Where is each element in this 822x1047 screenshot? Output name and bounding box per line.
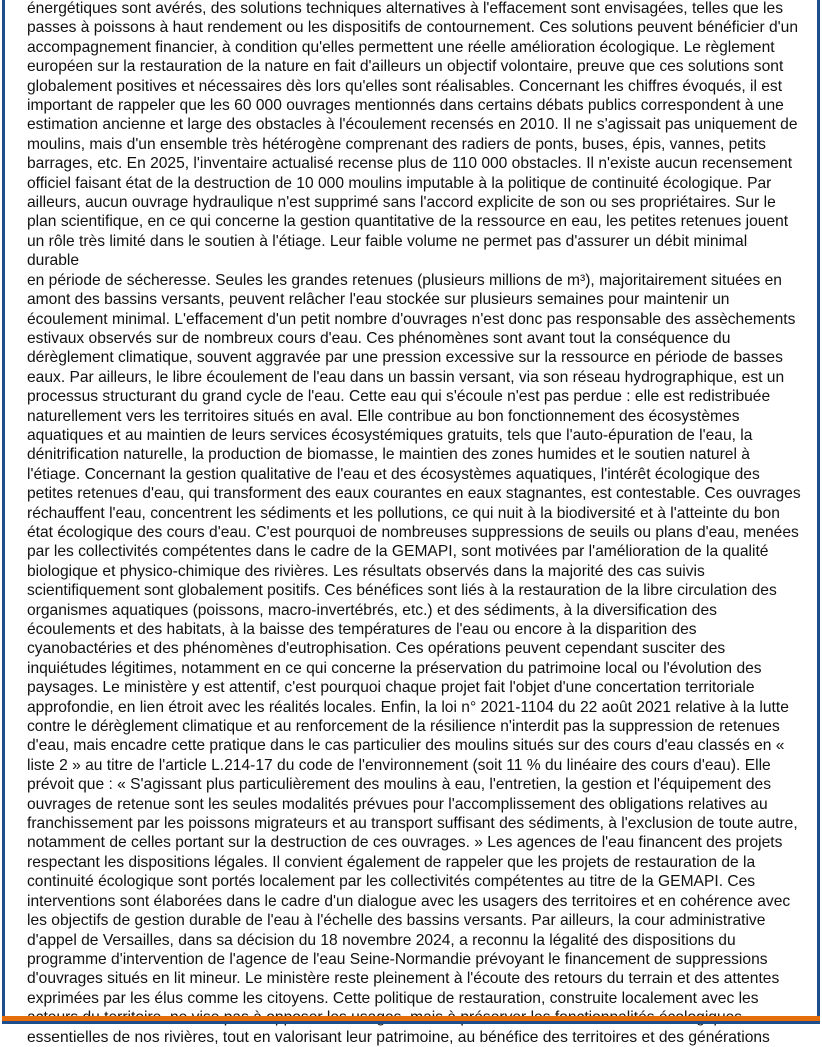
document-body-text: énergétiques sont avérés, des solutions techniques alternatives à l'effacement sont envisagées, telles que les passes à poissons à haut rendement ou les dispositifs de contournement. Ces solutions peuvent bénéficier d'un accompagnement financier, à condition qu'elles permettent une réelle amélioration écologique. Le règlement européen sur la restauration de la nature en fait d'ailleurs un objectif volontaire, preuve que ces solutions sont globalement positives et nécessaires dès lors qu'elles sont réalisables. Concernant les chiffres évoqués, il est important de rappeler que les 60 000 ouvrages mentionnés dans certains débats publics correspondent à une estimation ancienne et large des obstacles à l'écoulement recensés en 2010. Il ne s'agissait pas uniquement de moulins, mais d'un ensemble très hétérogène comprenant des radiers de ponts, buses, épis, vannes, petits barrages, etc. En 2025, l'inventaire actualisé recense plus de 110 000 obstacles. Il n'existe aucun recensement officiel faisant état de la destruction de 10 000 moulins imputable à la politique de continuité écologique. Par ailleurs, aucun ouvrage hydraulique n'est supprimé sans l'accord explicite de son ou ses propriétaires. Sur le plan scientifique, en ce qui concerne la gestion quantitative de la ressource en eau, les petites retenues jouent un rôle très limité dans le soutien à l'étiage. Leur faible volume ne permet pas d'assurer un débit minimal durable en période de sécheresse. Seules les grandes retenues (plusieurs millions de m³), majoritairement situées en amont des bassins versants, peuvent relâcher l'eau stockée sur plusieurs semaines pour maintenir un écoulement minimal. L'effacement d'un petit nombre d'ouvrages n'est donc pas responsable des assèchements estivaux observés sur de nombreux cours d'eau. Ces phénomènes sont avant tout la conséquence du dérèglement climatique, souvent aggravée par une pression excessive sur la ressource en période de basses eaux. Par ailleurs, le libre écoulement de l'eau dans un bassin versant, via son réseau hydrographique, est un processus structurant du grand cycle de l'eau. Cette eau qui s'écoule n'est pas perdue : elle est redistribuée naturellement vers les territoires situés en aval. Elle contribue au bon fonctionnement des écosystèmes aquatiques et au maintien de leurs services écosystémiques gratuits, tels que l'auto-épuration de l'eau, la dénitrification naturelle, la production de biomasse, le maintien des zones humides et le soutien naturel à l'étiage. Concernant la gestion qualitative de l'eau et des écosystèmes aquatiques, l'intérêt écologique des petites retenues d'eau, qui transforment des eaux courantes en eaux stagnantes, est contestable. Ces ouvrages réchauffent l'eau, concentrent les sédiments et les pollutions, ce qui nuit à la biodiversité et à l'atteinte du bon état écologique des cours d'eau. C'est pourquoi de nombreuses suppressions de seuils ou plans d'eau, menées par les collectivités compétentes dans le cadre de la GEMAPI, sont motivées par l'amélioration de la qualité biologique et physico-chimique des rivières. Les résultats observés dans la majorité des cas suivis scientifiquement sont globalement positifs. Ces bénéfices sont liés à la restauration de la libre circulation des organismes aquatiques (poissons, macro-invertébrés, etc.) et des sédiments, à la diversification des écoulements et des habitats, à la baisse des températures de l'eau ou encore à la disparition des cyanobactéries et des phénomènes d'eutrophisation. Ces opérations peuvent cependant susciter des inquiétudes légitimes, notamment en ce qui concerne la préservation du patrimoine local ou l'évolution des paysages. Le ministère y est attentif, c'est pourquoi chaque projet fait l'objet d'une concertation territoriale approfondie, en lien étroit avec les réalités locales. Enfin, la loi n° 2021-1104 du 22 août 2021 relative à la lutte contre le dérèglement climatique et au renforcement de la résilience n'interdit pas la suppression de retenues d'eau, mais encadre cette pratique dans le cas particulier des moulins situés sur des cours d'eau classés en « liste 2 » au titre de l'article L.214-17 du code de l'environnement (soit 11 % du linéaire des cours d'eau). Elle prévoit que : « S'agissant plus particulièrement des moulins à eau, l'entretien, la gestion et l'équipement des ouvrages de retenue sont les seules modalités prévues pour l'accomplissement des obligations relatives au franchissement par les poissons migrateurs et au transport suffisant des sédiments, à l'exclusion de toute autre, notamment de celles portant sur la destruction de ces ouvrages. » Les agences de l'eau financent des projets respectant les dispositions légales. Il convient également de rappeler que les projets de restauration de la continuité écologique sont portés localement par les collectivités compétentes au titre de la GEMAPI. Ces interventions sont élaborées dans le cadre d'un dialogue avec les usagers des territoires et en cohérence avec les objectifs de gestion durable de l'eau à l'échelle des bassins versants. Par ailleurs, la cour administrative d'appel de Versailles, dans sa décision du 18 novembre 2024, a reconnu la légalité des dispositions du programme d'intervention de l'agence de l'eau Seine-Normandie prévoyant le financement de suppressions d'ouvrages situés en lit mineur. Le ministère reste pleinement à l'écoute des retours du terrain et des attentes exprimées par les élus comme les citoyens. Cette politique de restauration, construite localement avec les essentielles de nos rivières, tout en valorisant leur patrimoine, au bénéfice des territoires et des générations <box>27 0 801 1046</box>
right-border <box>817 0 820 1021</box>
left-border <box>2 0 5 1021</box>
